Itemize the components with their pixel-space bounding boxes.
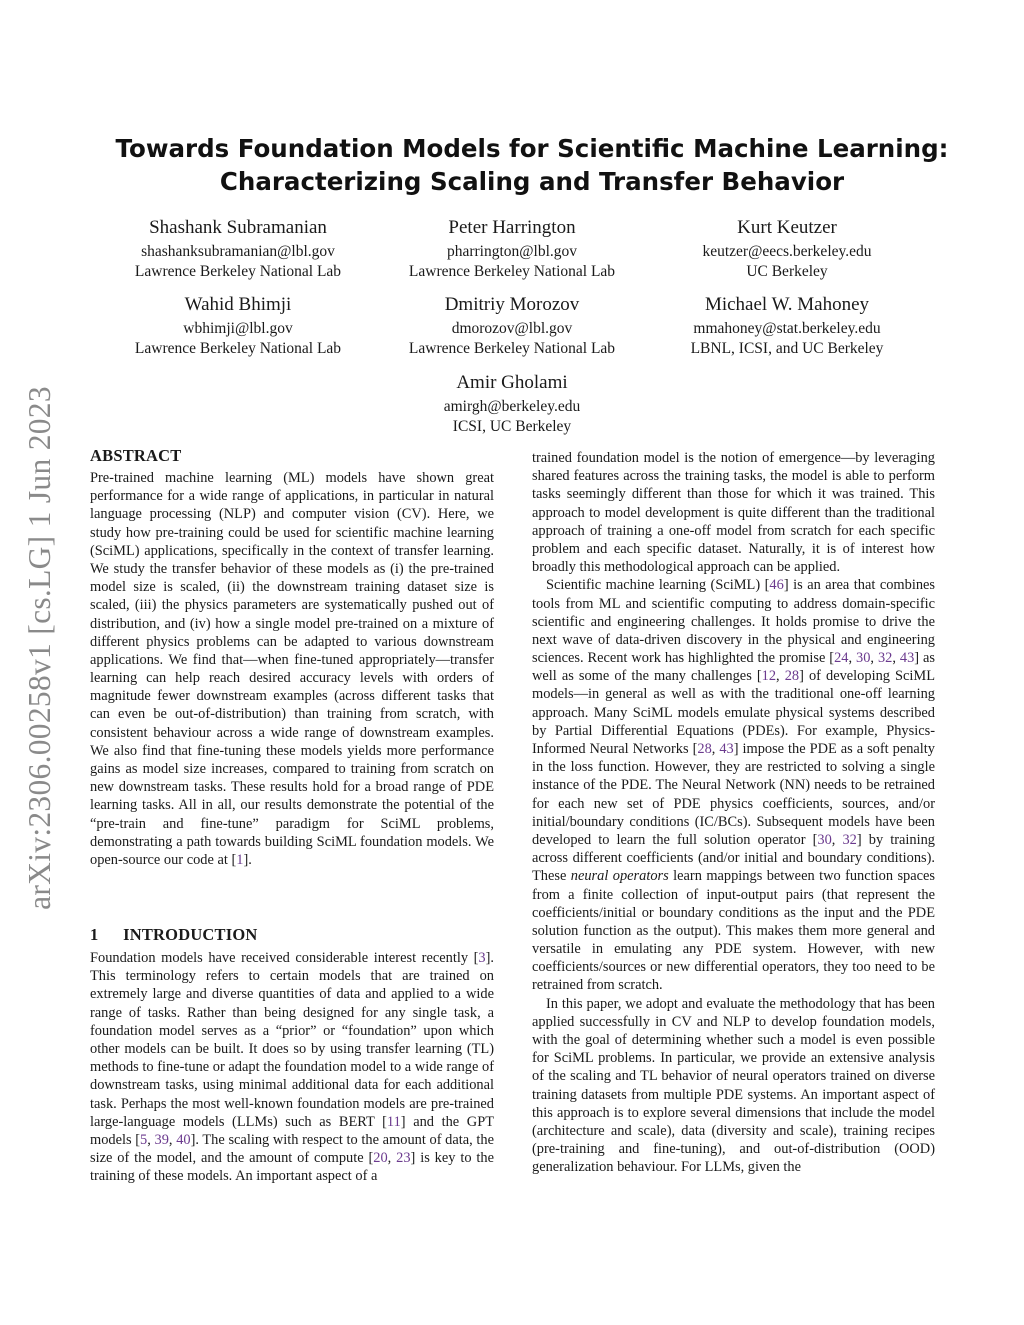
title-line-1: Towards Foundation Models for Scientific Machine Learning: (115, 134, 949, 163)
abstract-text: Pre-trained machine learning (ML) models have shown great performance for a wide range of applications, in particular in natural language processing (NLP) and computer vision (CV). Here, we study how pre-training could be used for scientific machine learning (SciML) applications, specifically in the context of transfer learning. We study the transfer behavior of these models as (i) the pre-trained model size is scaled, (ii) the downstream training dataset size is scaled, (iii) the physics parameters are systematically pushed out of distribution, and (iv) how a single model pre-trained on a mixture of different physics problems can be adapted to various downstream applications. We find that—when fine-tuned appropriately—transfer learning can help reach desired accuracy levels with orders of magnitude fewer downstream examples (across different tasks that can even be out-of-distribution) than training from scratch, with consistent behaviour across a wide range of downstream examples. We also find that fine-tuning these models yields more performance gains as model size increases, compared to training from scratch on new downstream tasks. These results hold for a broad range of PDE learning tasks. All in all, our results demonstrate the potential of the “pre-train and fine-tune” paradigm for SciML problems, demonstrating a path towards building SciML foundation models. We open-source our code at (90, 470, 494, 868)
introduction-heading (90, 925, 258, 945)
author-affiliation: Lawrence Berkeley National Lab (134, 263, 342, 280)
arxiv-id: arXiv:2306.00258v1 [cs.LG] 1 Jun 2023 (22, 386, 57, 910)
methodology-paragraph: In this paper, we adopt and evaluate the methodology that has been applied successfully in CV and NLP to develop foundation models, with the goal of determining whether such a model is even possible for SciML problems. In particular, we provide an extensive analysis of the scaling and TL behavior of neural operators trained on diverse training datasets from multiple PDE systems. An important aspect of this approach is to explore several dimensions that include the model (architecture and scale), data (diversity and scale), training recipes (pre-training and fine-tuning), and out-of-distribution (OOD) generalization behaviour. For LLMs, given the (532, 995, 935, 1176)
citation-link[interactable]: 23 (396, 1150, 411, 1167)
right-column-body (532, 449, 935, 1177)
author-affiliation: UC Berkeley (746, 263, 828, 280)
citation-link[interactable]: 43 (899, 650, 915, 667)
citation-link[interactable]: 32 (842, 831, 857, 848)
author-affiliation: Lawrence Berkeley National Lab (134, 340, 342, 357)
title-line-2: Characterizing Scaling and Transfer Behavior (219, 167, 845, 196)
author-affiliation: Lawrence Berkeley National Lab (408, 263, 616, 280)
section-title: INTRODUCTION (123, 925, 258, 944)
author-block (637, 293, 937, 359)
citation-link[interactable]: 43 (719, 741, 734, 757)
author-affiliation: LBNL, ICSI, and UC Berkeley (690, 340, 884, 357)
citation-link[interactable]: 20 (373, 1150, 388, 1167)
author-affiliation: ICSI, UC Berkeley (452, 418, 572, 435)
author-email: wbhimji@lbl.gov (183, 320, 293, 337)
author-block (362, 293, 662, 359)
citation-link[interactable]: 32 (877, 650, 893, 667)
section-number: 1 (90, 925, 99, 944)
citation-link[interactable]: 11 (386, 1113, 401, 1130)
citation-link[interactable]: 40 (176, 1131, 191, 1148)
citation-link[interactable]: 12 (761, 668, 777, 685)
sciml-paragraph: Scientific machine learning (SciML) [46] is an area that combines tools from ML and scientific computing to address domain-specific scientific and engineering challenges. It holds promise to drive the next wave of data-driven discovery in the physical and engineering sciences. Recent work has highlighted the promise [24, 30, 32, 43] as well as some of the many challenges [12, 28] of developing SciML models—in general as well as with the traditional one-off learning approach. Many SciML models emulate physical systems described by Partial Differential Equations (PDEs). For example, Physics-Informed Neural Networks [28, 43] impose the PDE as a soft penalty in the loss function. However, they are restricted to solving a single instance of the PDE. The Neural Network (NN) needs to be retrained for each new set of PDE physics coefficients, sources, and/or initial/boundary conditions (IC/BCs). Subsequent models have been developed to learn the full solution operator [30, 32] by training across different coefficients (and/or initial and boundary conditions). These neural operators learn mappings between two function spaces from a finite collection of input-output pairs (that represent the coefficients/initial or boundary conditions as the input and the PDE solution function as the output). This makes them more general and versatile in emulating any PDE system. However, with new coefficients/sources or new differential operators, they too need to be retrained from scratch. (532, 577, 936, 994)
citation-link[interactable]: 39 (154, 1131, 169, 1148)
author-name: Peter Harrington (448, 217, 576, 238)
author-email: mmahoney@stat.berkeley.edu (693, 320, 881, 337)
author-email: shashanksubramanian@lbl.gov (141, 243, 335, 260)
citation-link[interactable]: 30 (856, 650, 871, 667)
citation-link[interactable]: 5 (140, 1131, 148, 1148)
paper-title (60, 132, 1004, 198)
citation-link[interactable]: 28 (697, 741, 712, 757)
author-name: Kurt Keutzer (737, 217, 837, 238)
intro-paragraph-continued: trained foundation model is the notion of emergence—by leveraging shared features across the training tasks, the model is able to perform tasks seemingly different than those for which it was trained. This approach to model development is quite different than the traditional approach of training a one-off model from scratch for each specific problem and each specific dataset. Naturally, it is of interest how broadly this methodological approach can be applied. (532, 450, 935, 576)
author-affiliation: Lawrence Berkeley National Lab (408, 340, 616, 357)
citation-link[interactable]: 30 (817, 831, 832, 848)
arxiv-sidebar-stamp (18, 363, 62, 933)
author-block (88, 216, 388, 282)
author-block (362, 216, 662, 282)
author-email: keutzer@eecs.berkeley.edu (702, 243, 872, 260)
abstract-body: Pre-trained machine learning (ML) models have shown great performance for a wide range of applications, in particular in natural language processing (NLP) and computer vision (CV). Here, we study how pre-training could be used for scientific machine learning (SciML) applications, specifically in the context of transfer learning. We study the transfer behavior of these models as (i) the pre-trained model size is scaled, (ii) the downstream training dataset size is scaled, (iii) the physics parameters are systematically pushed out of distribution, and (iv) how a single model pre-trained on a mixture of different physics problems can be adapted to various downstream applications. We find that—when fine-tuned appropriately—transfer learning can help reach desired accuracy levels with orders of magnitude fewer downstream examples (across different tasks that can even be out-of-distribution) than training from scratch, with consistent behaviour across a wide range of downstream examples. We also find that fine-tuning these models yields more performance gains as model size increases, compared to training from scratch on new downstream tasks. These results hold for a broad range of PDE learning tasks. All in all, our results demonstrate the potential of the “pre-train and fine-tune” paradigm for SciML problems, demonstrating a path towards building SciML foundation models. We open-source our code at [1]. (90, 470, 494, 868)
citation-link[interactable]: 46 (769, 577, 784, 594)
citation-link[interactable]: 3 (478, 950, 486, 966)
author-email: pharrington@lbl.gov (446, 243, 578, 260)
author-email: amirgh@berkeley.edu (443, 398, 581, 415)
author-name: Michael W. Mahoney (704, 294, 870, 315)
citation-link[interactable]: 1 (236, 851, 244, 868)
abstract-heading: ABSTRACT (90, 446, 182, 465)
author-name: Dmitriy Morozov (444, 294, 580, 315)
author-email: dmorozov@lbl.gov (451, 320, 573, 337)
author-name: Wahid Bhimji (184, 294, 292, 315)
citation-link[interactable]: 24 (834, 650, 849, 667)
intro-paragraph: Foundation models have received considerable interest recently [3]. This terminology refers to certain models that are trained on extremely large and diverse quantities of data and applied to a wide range of tasks. Rather than being designed for any single task, a foundation model serves as a “prior” or “foundation” upon which other models can be built. It does so by using transfer learning (TL) methods to fine-tune or adapt the foundation model to a wide range of downstream tasks, using minimal additional data for each additional task. Perhaps the most well-known foundation models are pre-trained large-language models (LLMs) such as BERT [11] and the GPT models [5, 39, 40]. The scaling with respect to the amount of data, the size of the model, and the amount of compute [20, 23] is key to the training of these models. An important aspect of a (90, 950, 494, 1185)
author-block (88, 293, 388, 359)
author-name: Shashank Subramanian (149, 217, 327, 238)
author-block (637, 216, 937, 282)
author-block (362, 371, 662, 437)
author-name: Amir Gholami (456, 372, 568, 393)
citation-link[interactable]: 28 (784, 668, 800, 685)
